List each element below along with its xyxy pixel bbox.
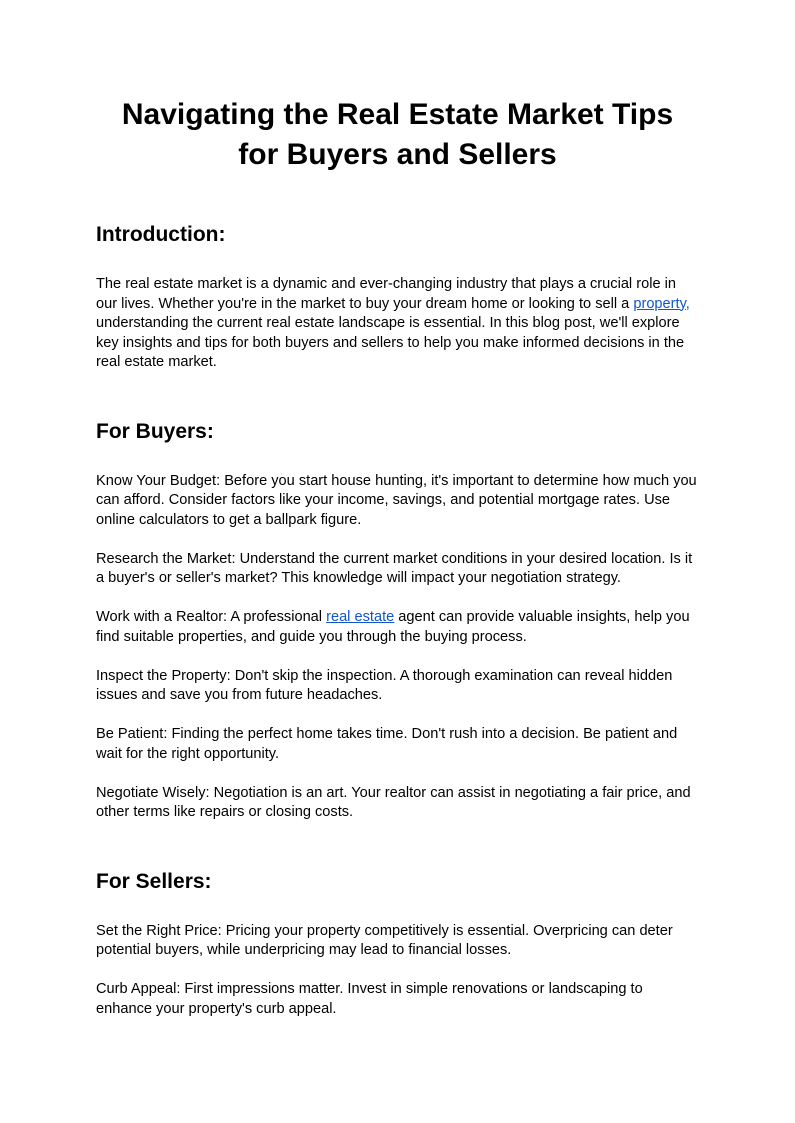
introduction-text-end: understanding the current real estate landscape is essential. In this blog post, we'll explore key insights and tips for both buyers and sellers to help you make informed decisions in the real estate market.	[96, 315, 685, 370]
buyers-budget-paragraph: Know Your Budget: Before you start house hunting, it's important to determine how much you can afford. Consider factors like your income, savings, and potential mortgage rates. Use online calculators to get a ballpark figure.	[96, 472, 697, 528]
sellers-curb-paragraph: Curb Appeal: First impressions matter. Invest in simple renovations or landscaping to enhance your property's curb appeal.	[96, 981, 643, 1017]
buyers-section	[96, 419, 699, 823]
sellers-heading: For Sellers:	[96, 869, 212, 893]
buyers-negotiate-paragraph: Negotiate Wisely: Negotiation is an art. Your realtor can assist in negotiating a fair price, and other terms like repairs or closing costs.	[96, 784, 691, 820]
sellers-section	[96, 869, 699, 1020]
introduction-section	[96, 222, 699, 373]
buyers-inspect-paragraph: Inspect the Property: Don't skip the inspection. A thorough examination can reveal hidden issues and save you from future headaches.	[96, 667, 673, 703]
property-link[interactable]: property,	[633, 295, 690, 312]
buyers-realtor-paragraph	[96, 608, 699, 647]
real-estate-link[interactable]: real estate	[326, 609, 395, 625]
document-title: Navigating the Real Estate Market Tips for Buyers and Sellers	[121, 98, 674, 171]
buyers-patient-paragraph: Be Patient: Finding the perfect home takes time. Don't rush into a decision. Be patient and wait for the right opportunity.	[96, 726, 678, 762]
introduction-heading: Introduction:	[96, 223, 226, 246]
realtor-text-start: Work with a Realtor: A professional	[96, 609, 327, 625]
introduction-text-start: The real estate market is a dynamic and ever-changing industry that plays a crucial role in our lives. Whether you're in the market to buy your dream home or looking to sell a	[96, 276, 676, 312]
introduction-paragraph	[96, 275, 699, 373]
buyers-research-paragraph: Research the Market: Understand the current market conditions in your desired location. Is it a buyer's or seller's market? This knowledge will impact your negotiation strategy.	[96, 550, 693, 586]
sellers-price-paragraph: Set the Right Price: Pricing your property competitively is essential. Overpricing can deter potential buyers, while underpricing may lead to financial losses.	[96, 922, 673, 958]
realtor-text-end: agent can provide valuable insights, help you find suitable properties, and guide you through the buying process.	[96, 609, 690, 645]
buyers-heading: For Buyers:	[96, 419, 214, 443]
